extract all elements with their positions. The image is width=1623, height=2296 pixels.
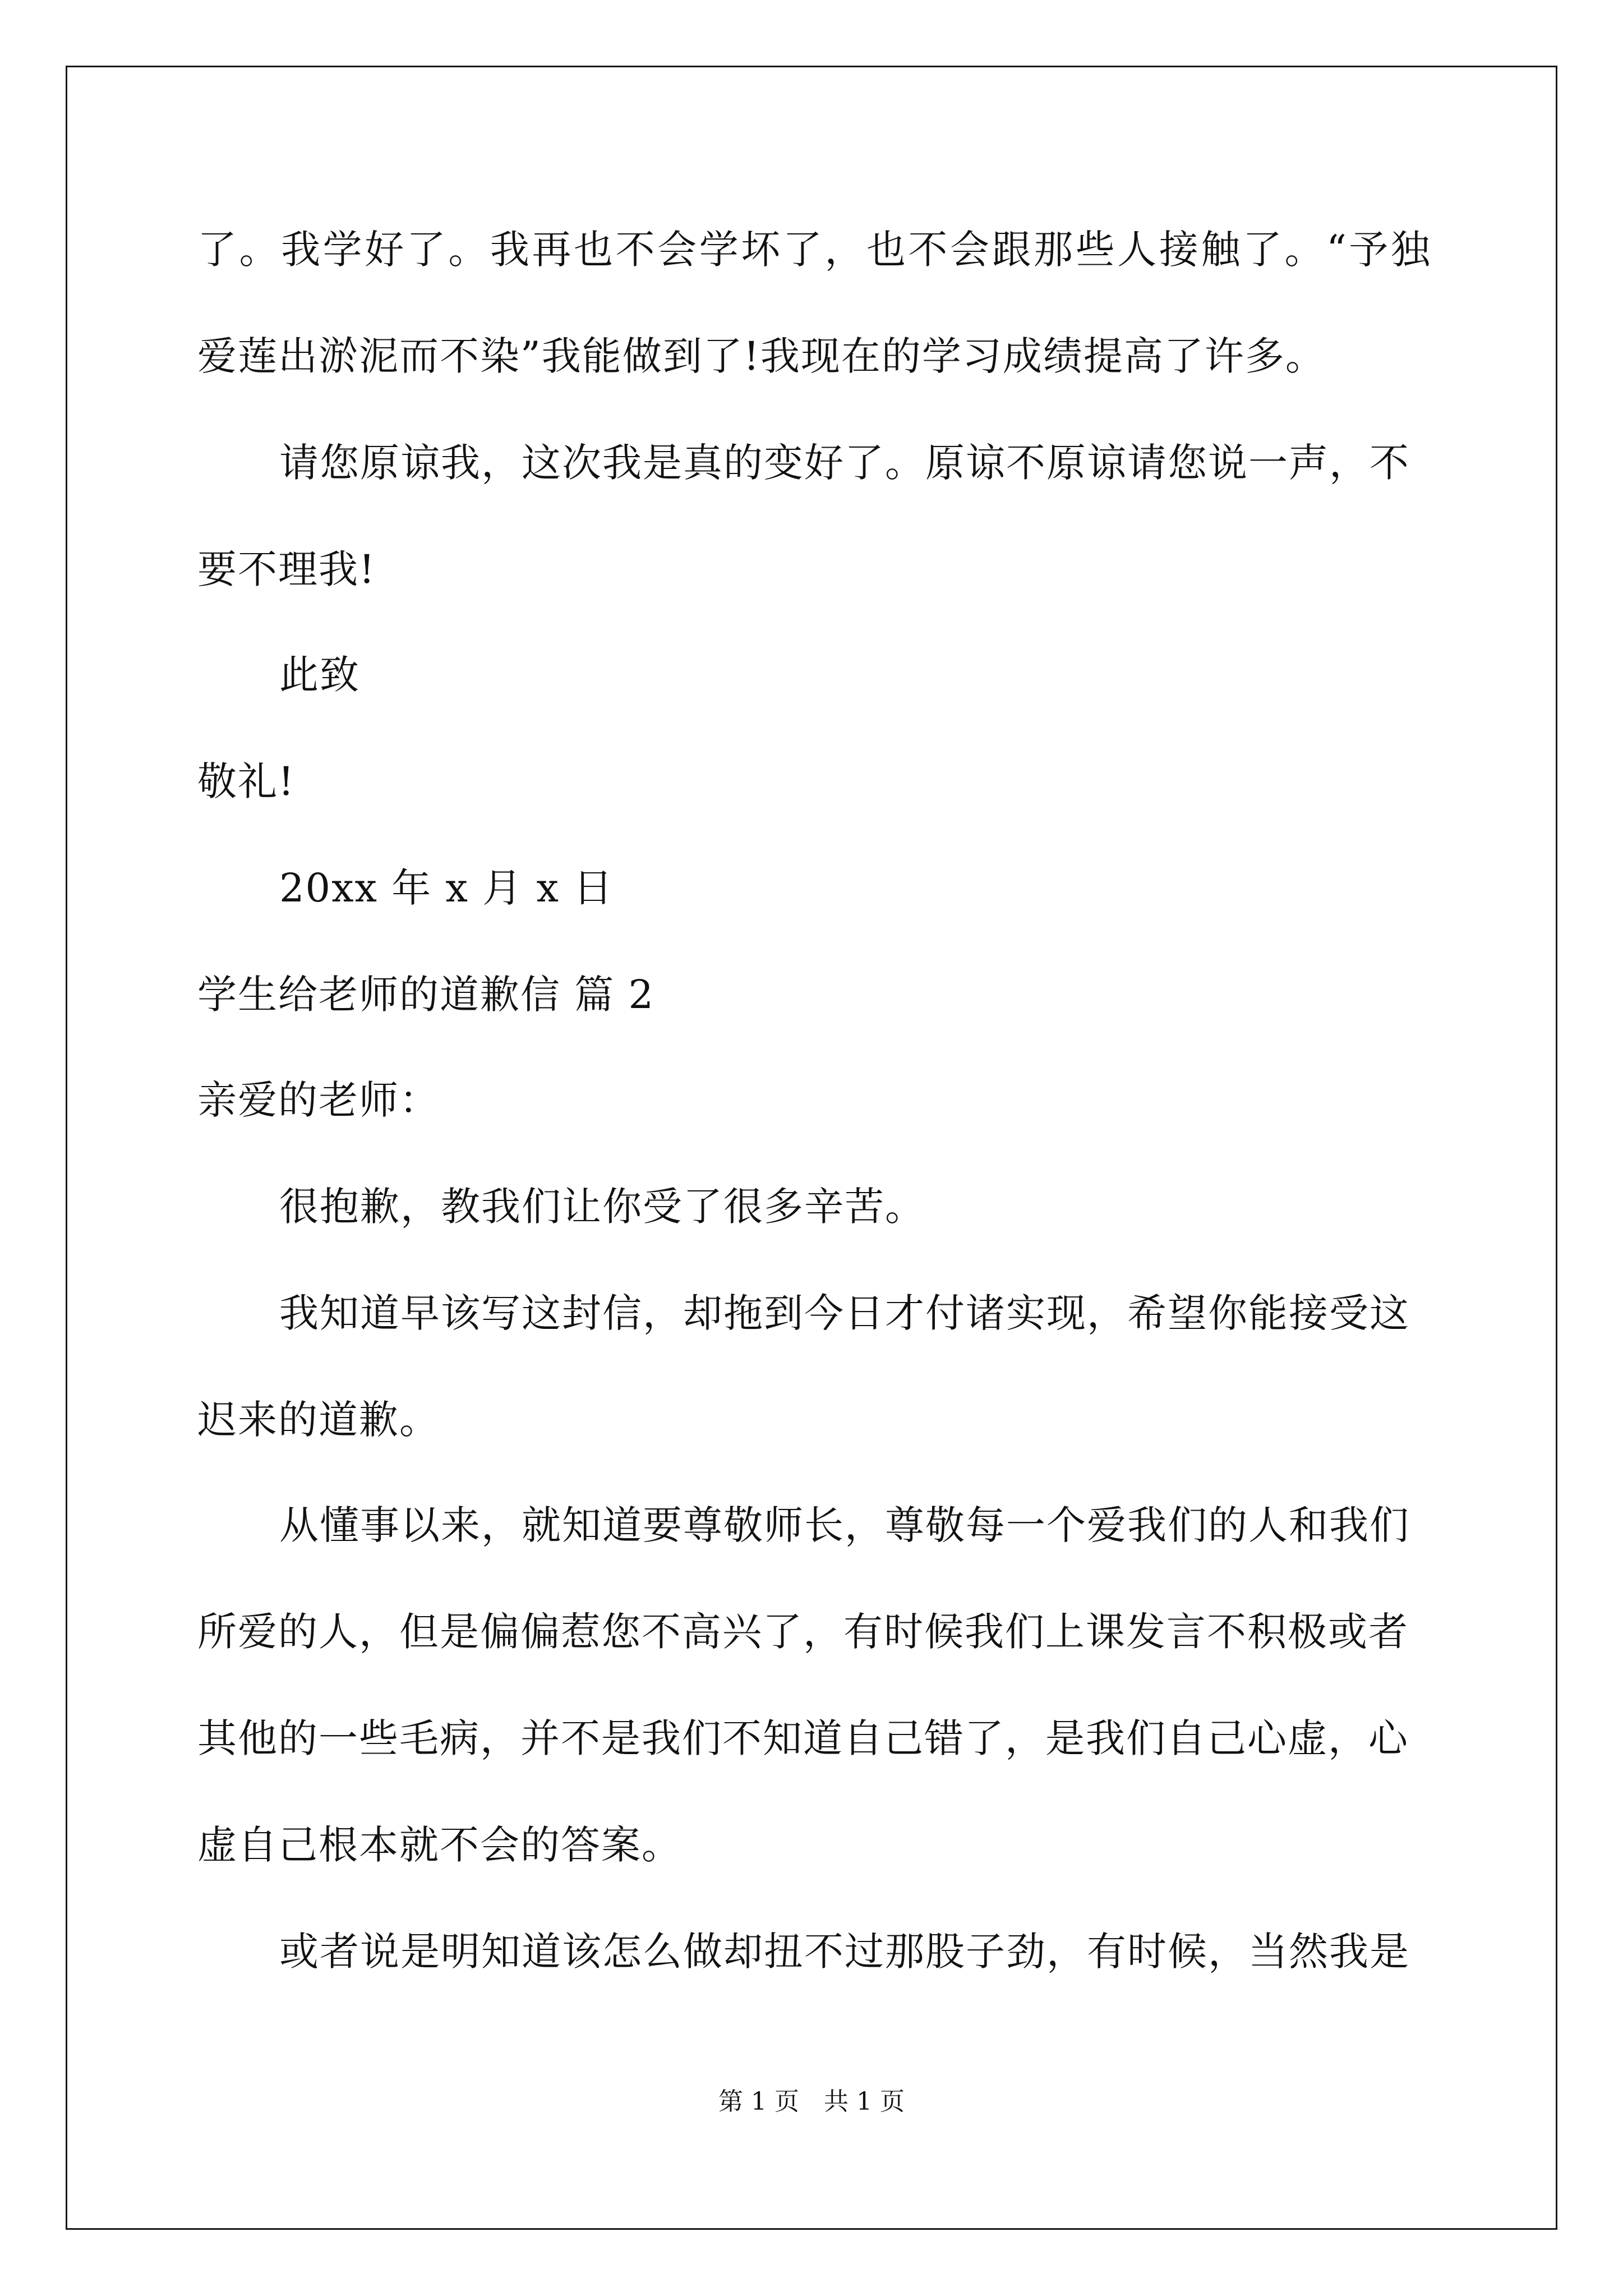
closing-phrase: 此致 xyxy=(279,652,360,698)
page-border xyxy=(66,66,1557,2230)
body-line-10: 很抱歉，教我们让你受了很多辛苦。 xyxy=(279,1184,925,1230)
body-line-14: 所爱的人，但是偏偏惹您不高兴了，有时候我们上课发言不积极或者 xyxy=(197,1609,1409,1655)
body-line-1: 了。我学好了。我再也不会学坏了，也不会跟那些人接触了。“予独 xyxy=(197,227,1431,273)
greeting-line: 亲爱的老师： xyxy=(197,1077,440,1123)
body-line-11: 我知道早该写这封信，却拖到今日才付诸实现，希望你能接受这 xyxy=(279,1290,1410,1336)
body-line-13: 从懂事以来，就知道要尊敬师长，尊敬每一个爱我们的人和我们 xyxy=(279,1502,1410,1548)
body-line-17: 或者说是明知道该怎么做却扭不过那股子劲，有时候，当然我是 xyxy=(279,1929,1410,1975)
section-title: 学生给老师的道歉信 篇 2 xyxy=(197,972,655,1018)
body-line-3: 请您原谅我，这次我是真的变好了。原谅不原谅请您说一声，不 xyxy=(279,440,1410,486)
page-footer: 第 1 页 共 1 页 xyxy=(718,2087,905,2116)
salutation-closing: 敬礼! xyxy=(197,758,296,804)
body-line-16: 虚自己根本就不会的答案。 xyxy=(197,1822,682,1868)
body-line-2: 爱莲出淤泥而不染”我能做到了!我现在的学习成绩提高了许多。 xyxy=(197,333,1326,379)
body-line-12: 迟来的道歉。 xyxy=(197,1397,440,1443)
body-line-4: 要不理我! xyxy=(197,546,376,592)
date-line: 20xx 年 x 月 x 日 xyxy=(279,865,614,911)
body-line-15: 其他的一些毛病，并不是我们不知道自己错了，是我们自己心虚，心 xyxy=(197,1715,1409,1761)
